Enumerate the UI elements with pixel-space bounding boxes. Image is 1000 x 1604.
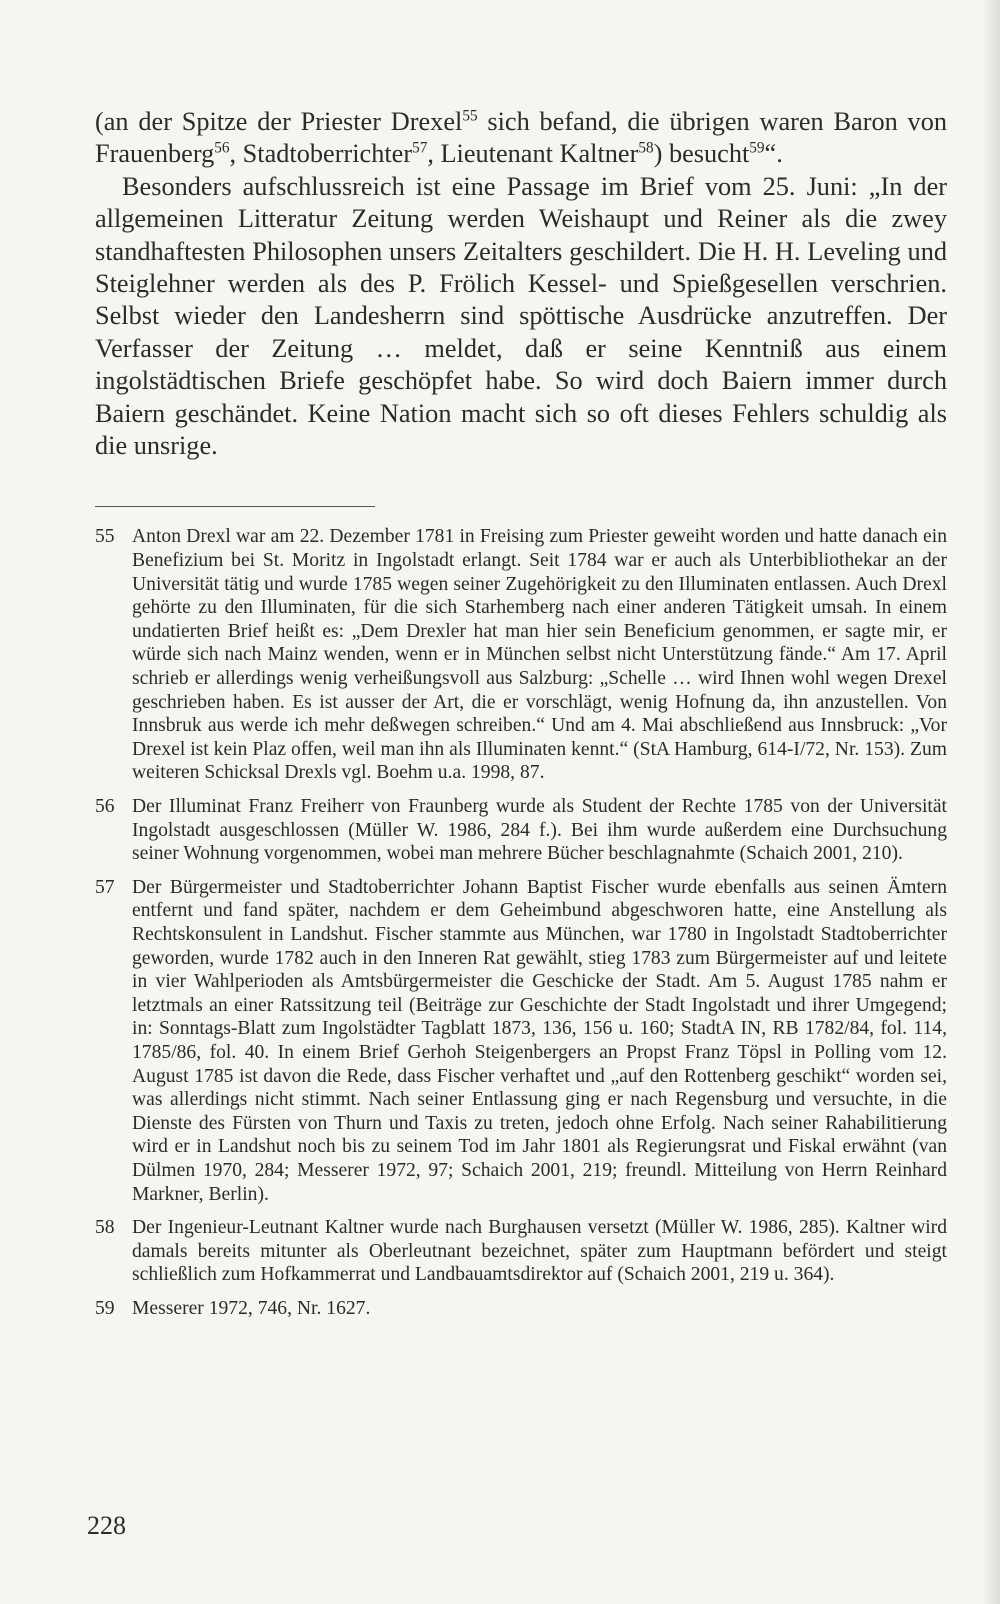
text-run: ) besucht	[653, 139, 750, 169]
footnote-55	[95, 525, 947, 785]
footnote-58	[95, 1216, 947, 1287]
footnote-number: 56	[95, 796, 115, 817]
footnotes	[95, 525, 947, 1320]
footnote-number: 58	[95, 1217, 115, 1239]
paragraph-1	[95, 106, 947, 171]
text-run: , Stadtoberrichter	[229, 139, 413, 169]
text-run: (an der Spitze der Priester Drexel	[95, 107, 463, 136]
text-run: , Lieutenant Kaltner	[427, 139, 639, 169]
footnote-56	[95, 795, 947, 866]
page-edge-shadow	[982, 0, 1000, 1604]
main-text	[95, 106, 947, 462]
footnote-text: Der Bürgermeister und Stadtoberrichter Johann Baptist Fischer wurde ebenfalls aus seinen Ämtern entfernt und fand später, nachdem er dem Geheimbund abgeschworen hatte, eine Anstellung als Rechtskonsulent in Landshut. Fischer stammte aus München, war 1780 in Ingolstadt Stadtoberrichter geworden, wurde 1782 auch in den Inneren Rat gewählt, stieg 1783 zum Bürgermeister auf und leitete in vier Wahlperioden als Amtsbürgermeister die Geschicke der Stadt. Am 5. August 1785 nahm er letztmals an einer Ratssitzung teil (Beiträge zur Geschichte der Stadt Ingolstadt und ihrer Umgegend; in: Sonntags-Blatt zum Ingolstädter Tagblatt 1873, 136, 156 u. 160; StadtA IN, RB 1782/84, fol. 114, 1785/86, fol. 40. In einem Brief Gerhoh Steigenbergers an Propst Franz Töpsl in Polling vom 12. August 1785 ist davon die Rede, dass Fischer verhaftet und „auf den Rottenberg geschikt“ worden sei, was allerdings nicht stimmt. Nach seiner Entlassung ging er nach Regensburg und versuchte, in die Dienste des Fürsten von Thurn und Taxis zu treten, jedoch ohne Erfolg. Nach seiner Rahabilitierung wird er in Landshut noch bis zu seinem Tod im Jahr 1801 als Regierungsrat und Fiskal erwähnt (van Dülmen 1970, 284; Messerer 1972, 97; Schaich 2001, 219; freundl. Mitteilung von Herrn Reinhard Markner, Berlin).	[132, 876, 947, 1205]
footnote-ref-59[interactable]: 59	[749, 139, 765, 157]
footnote-text: Messerer 1972, 746, Nr. 1627.	[132, 1297, 371, 1319]
page-content	[95, 106, 947, 1330]
footnote-number: 55	[95, 526, 115, 548]
text-run: sich befand, die übrigen waren Baron von Frauenberg	[95, 107, 947, 169]
footnote-text: Der Ingenieur-Leutnant Kaltner wurde nach Burghausen versetzt (Müller W. 1986, 285). Kaltner wird damals bereits mitunter als Oberleutnant bezeichnet, später zum Hauptmann befördert und steigt schließlich zum Hofkammerrat und Landbauamtsdirektor auf (Schaich 2001, 219 u. 364).	[132, 1217, 947, 1286]
footnote-ref-56[interactable]: 56	[214, 139, 230, 157]
text-run: “.	[764, 139, 783, 169]
footnote-59	[95, 1297, 947, 1321]
footnote-ref-55[interactable]: 55	[462, 107, 478, 125]
footnote-ref-58[interactable]: 58	[638, 139, 654, 157]
footnote-57	[95, 876, 947, 1206]
footnote-ref-57[interactable]: 57	[412, 139, 428, 157]
footnote-text: Anton Drexl war am 22. Dezember 1781 in Freising zum Priester geweiht worden und hatte danach ein Benefizium bei St. Moritz in Ingolstadt erlangt. Seit 1784 war er auch als Unterbibliothekar an der Universität tätig und wurde 1785 wegen seiner Zugehörigkeit zu den Illuminaten entlassen. Auch Drexl gehörte zu den Illuminaten, für die sich Starhemberg nach einer anderen Tätigkeit umsah. In einem undatierten Brief heißt es: „Dem Drexler hat man hier sein Beneficium genommen, er sagte mir, er würde sich nach Mainz wenden, wenn er in München selbst nicht Unterstützung fände.“ Am 17. April schrieb er allerdings wenig verheißungsvoll aus Salzburg: „Schelle … wird Ihnen wohl wegen Drexel geschrieben haben. Es ist ausser der Art, die er vorschlägt, wenig Hofnung da, ihn anzustellen. Von Innsbruk aus werde ich mehr deßwegen schreiben.“ Und am 4. Mai abschließend aus Innsbruck: „Vor Drexel ist kein Plaz offen, weil man ihn als Illuminaten kennt.“ (StA Hamburg, 614-I/72, Nr. 153). Zum weiteren Schicksal Drexls vgl. Boehm u.a. 1998, 87.	[132, 526, 947, 784]
footnote-number: 57	[95, 876, 115, 898]
page-number: 228	[87, 1511, 126, 1540]
footnote-number: 59	[95, 1297, 115, 1319]
footnote-text: Der Illuminat Franz Freiherr von Fraunberg wurde als Student der Rechte 1785 von der Universität Ingolstadt ausgeschlossen (Müller W. 1986, 284 f.). Bei ihm wurde außerdem eine Durchsuchung seiner Wohnung vorgenommen, wobei man mehrere Bücher beschlagnahmte (Schaich 2001, 210).	[132, 796, 947, 865]
footnote-divider	[95, 506, 375, 507]
paragraph-2: Besonders aufschlussreich ist eine Passage im Brief vom 25. Juni: „In der allgemeinen Litteratur Zeitung werden Weishaupt und Reiner als die zwey standhaftesten Philosophen unsers Zeitalters geschildert. Die H. H. Leveling und Steiglehner werden als des P. Frölich Kessel- und Spießgesellen verschrien. Selbst wieder den Landesherrn sind spöttische Ausdrücke anzutreffen. Der Verfasser der Zeitung … meldet, daß er seine Kenntniß aus einem ingolstädtischen Briefe geschöpfet habe. So wird doch Baiern immer durch Baiern geschändet. Keine Nation macht sich so oft dieses Fehlers schuldig als die unsrige.	[95, 171, 947, 461]
